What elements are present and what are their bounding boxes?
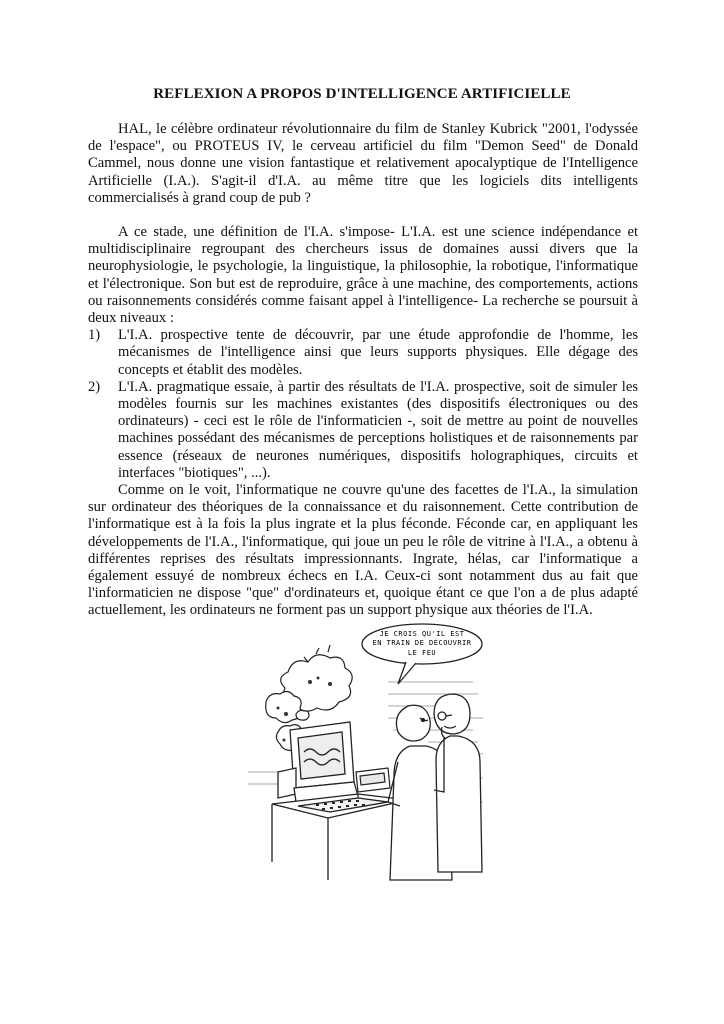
speech-bubble (362, 624, 482, 684)
list-item-2 (88, 379, 638, 482)
list-number: 2) (88, 378, 101, 395)
list-item-1 (88, 327, 638, 379)
paragraph-2: A ce stade, une définition de l'I.A. s'impose- L'I.A. est une science indépendance et multidisciplinaire regroupant des chercheurs issus de domaines aussi divers que la neurophysiologie, le psychologie, la linguistique, la philosophie, la robotique, l'informatique et l'électronique. Son but est de reproduire, grâce à une machine, des comportements, actions ou raisonnements considérés comme faisant appel à l'intelligence- La recherche se poursuit à deux niveaux : (88, 224, 638, 327)
cartoon-illustration (238, 622, 488, 882)
list-number: 1) (88, 327, 101, 344)
document-title: REFLEXION A PROPOS D'INTELLIGENCE ARTIFICIELLE (153, 86, 571, 102)
list-item-text: L'I.A. prospective tente de découvrir, par une étude approfondie de l'homme, les mécanismes de l'intelligence ainsi que leurs supports physiques. Elle dégage des concepts et établit des modèles. (118, 327, 638, 378)
body-text (88, 121, 638, 620)
paragraph-spacer (88, 207, 638, 224)
paragraph-1: HAL, le célèbre ordinateur révolutionnaire du film de Stanley Kubrick "2001, l'odyssée de l'espace", ou PROTEUS IV, le cerveau artificiel du film "Demon Seed" de Donald Cammel, nous donne une vision fantastique et relativement apocalyptique de l'Intelligence Artificielle (I.A.). S'agit-il d'I.A. au même titre que les logiciels dits intelligents commercialisés à grand coup de pub ? (88, 121, 638, 206)
paragraph-3: Comme on le voit, l'informatique ne couvre qu'une des facettes de l'I.A., la simulation sur ordinateur des théoriques de la connaissance et du raisonnement. Cette contribution de l'informatique est à la fois la plus ingrate et la plus féconde. Féconde car, en appliquant les développements de l'I.A., l'informatique, qui joue un peu le rôle de vitrine à l'I.A., a obtenu à différentes reprises des résultats impressionnants. Ingrate, hélas, car l'informatique a également essuyé de nombreux échecs en I.A. Ceux-ci sont notamment dus au fait que l'informaticien ne dispose "que" d'ordinateurs et, quoique étant ce que l'on a de plus adapté actuellement, les ordinateurs ne forment pas un support physique aux théories de l'I.A. (88, 482, 638, 619)
computer-terminal (278, 722, 358, 802)
speech-line-1: JE CROIS QU'IL EST (379, 630, 465, 638)
speech-line-2: EN TRAIN DE DÉCOUVRIR (372, 639, 472, 647)
list-item-text: L'I.A. pragmatique essaie, à partir des résultats de l'I.A. prospective, soit de simuler les modèles fournis sur les machines existantes (des dispositifs électroniques ou des ordinateurs) - ceci est le rôle de l'informaticien -, soit de mettre au point de nouvelles machines possédant des mécanismes de perceptions holistiques et de raisonnements par essence (réseaux de neurones numériques, dispositifs holographiques, circuits et interfaces "biotiques", ...). (118, 378, 638, 481)
scientist-right (434, 694, 482, 872)
speech-line-3: LE FEU (407, 649, 437, 657)
